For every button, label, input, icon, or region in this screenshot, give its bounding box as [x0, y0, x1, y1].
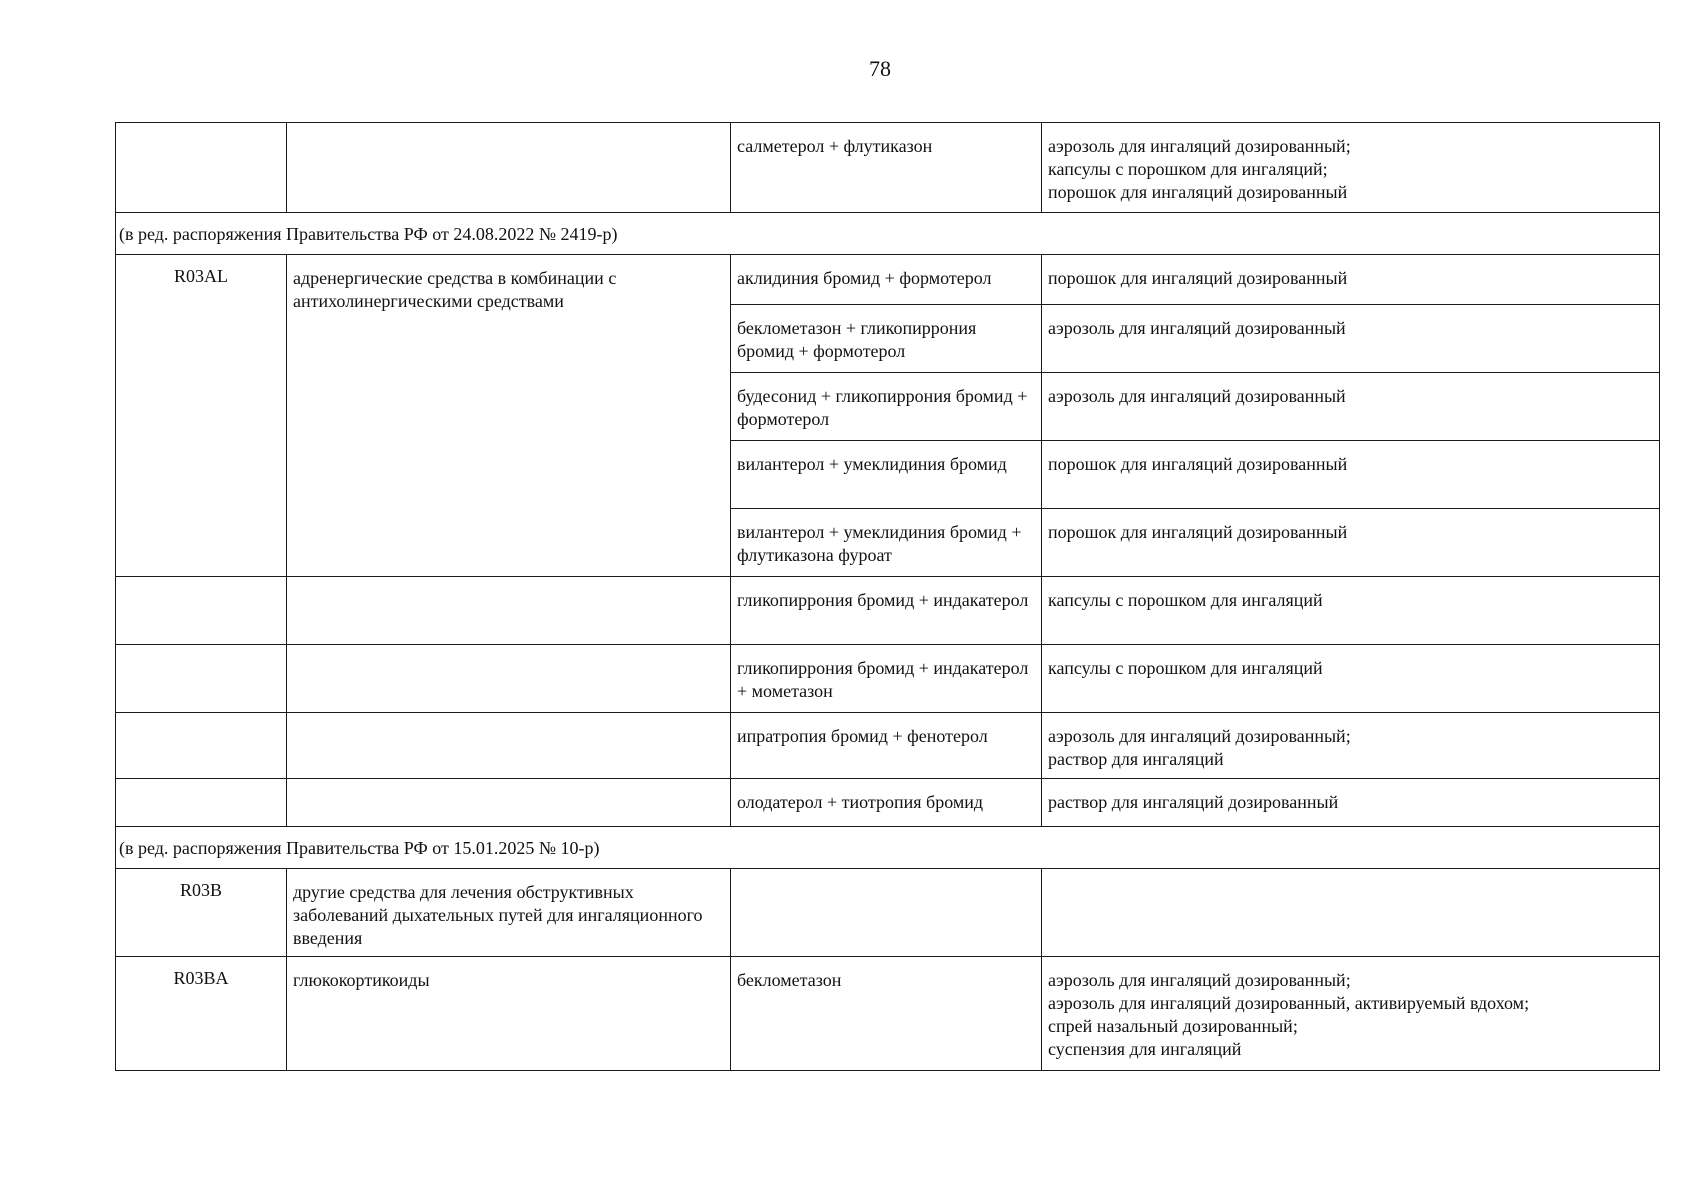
group-name-cell — [287, 713, 731, 779]
amendment-note-row — [116, 827, 1660, 869]
atc-code-cell: R03AL — [116, 255, 287, 577]
dosage-form-cell: аэрозоль для ингаляций дозированный — [1042, 373, 1660, 441]
drug-name-cell: вилантерол + умеклидиния бромид + флутиказона фуроат — [731, 509, 1042, 577]
amendment-note: (в ред. распоряжения Правительства РФ от 24.08.2022 № 2419-р) — [116, 213, 1660, 255]
table-row — [116, 123, 1660, 213]
atc-code-cell — [116, 779, 287, 827]
group-name-cell — [287, 645, 731, 713]
table-row — [116, 869, 1660, 957]
table-row — [116, 255, 1660, 305]
table-row — [116, 645, 1660, 713]
drug-name-cell: салметерол + флутиказон — [731, 123, 1042, 213]
atc-code-cell: R03BA — [116, 957, 287, 1071]
table-row — [116, 957, 1660, 1071]
amendment-note-row — [116, 213, 1660, 255]
dosage-form-cell: порошок для ингаляций дозированный — [1042, 509, 1660, 577]
group-name-cell: адренергические средства в комбинации с антихолинергическими средствами — [287, 255, 731, 577]
drug-name-cell — [731, 869, 1042, 957]
dosage-form-cell: аэрозоль для ингаляций дозированный; капсулы с порошком для ингаляций; порошок для ингаляций дозированный — [1042, 123, 1660, 213]
drug-name-cell: гликопиррония бромид + индакатерол — [731, 577, 1042, 645]
drug-name-cell: аклидиния бромид + формотерол — [731, 255, 1042, 305]
group-name-cell — [287, 577, 731, 645]
dosage-form-cell: капсулы с порошком для ингаляций — [1042, 577, 1660, 645]
dosage-form-cell — [1042, 869, 1660, 957]
atc-code-cell: R03B — [116, 869, 287, 957]
atc-code-cell — [116, 123, 287, 213]
table-row — [116, 577, 1660, 645]
dosage-form-cell: порошок для ингаляций дозированный — [1042, 441, 1660, 509]
drug-name-cell: гликопиррония бромид + индакатерол + мометазон — [731, 645, 1042, 713]
dosage-form-cell: раствор для ингаляций дозированный — [1042, 779, 1660, 827]
dosage-form-cell: капсулы с порошком для ингаляций — [1042, 645, 1660, 713]
table-row — [116, 779, 1660, 827]
group-name-cell: глюкокортикоиды — [287, 957, 731, 1071]
group-name-cell — [287, 123, 731, 213]
group-name-cell — [287, 779, 731, 827]
table-row — [116, 713, 1660, 779]
drug-name-cell: вилантерол + умеклидиния бромид — [731, 441, 1042, 509]
drug-name-cell: ипратропия бромид + фенотерол — [731, 713, 1042, 779]
drug-name-cell: олодатерол + тиотропия бромид — [731, 779, 1042, 827]
amendment-note: (в ред. распоряжения Правительства РФ от 15.01.2025 № 10-р) — [116, 827, 1660, 869]
dosage-form-cell: порошок для ингаляций дозированный — [1042, 255, 1660, 305]
drug-name-cell: беклометазон — [731, 957, 1042, 1071]
page-number: 78 — [869, 56, 891, 81]
atc-code-cell — [116, 645, 287, 713]
dosage-form-cell: аэрозоль для ингаляций дозированный; аэрозоль для ингаляций дозированный, активируемый вдохом; спрей назальный дозированный; суспензия для ингаляций — [1042, 957, 1660, 1071]
group-name-cell: другие средства для лечения обструктивных заболеваний дыхательных путей для ингаляционного введения — [287, 869, 731, 957]
drug-name-cell: будесонид + гликопиррония бромид + формотерол — [731, 373, 1042, 441]
atc-code-cell — [116, 577, 287, 645]
drug-list-table — [115, 122, 1660, 1071]
drug-name-cell: беклометазон + гликопиррония бромид + формотерол — [731, 305, 1042, 373]
dosage-form-cell: аэрозоль для ингаляций дозированный; раствор для ингаляций — [1042, 713, 1660, 779]
atc-code-cell — [116, 713, 287, 779]
dosage-form-cell: аэрозоль для ингаляций дозированный — [1042, 305, 1660, 373]
